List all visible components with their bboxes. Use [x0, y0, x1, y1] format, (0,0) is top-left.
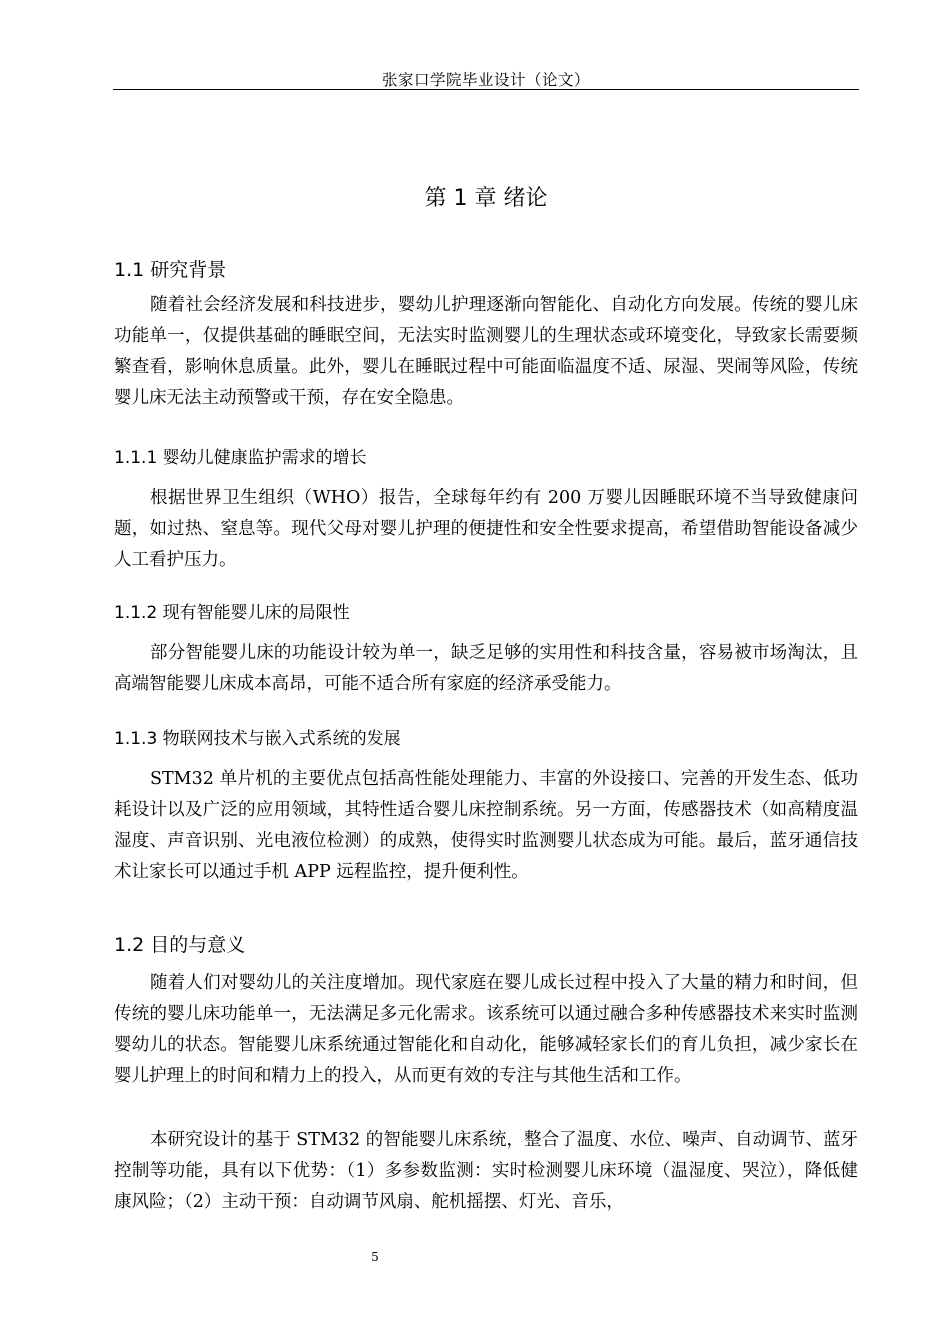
- paragraph-research-background: 随着社会经济发展和科技进步，婴幼儿护理逐渐向智能化、自动化方向发展。传统的婴儿床功能单一，仅提供基础的睡眠空间，无法实时监测婴儿的生理状态或环境变化，导致家长需要频繁查看，影响休息质量。此外，婴儿在睡眠过程中可能面临温度不适、尿湿、哭闹等风险，传统婴儿床无法主动预警或干预，存在安全隐患。: [114, 295, 858, 408]
- section-heading-1-2: 1.2 目的与意义: [114, 934, 246, 956]
- paragraph-purpose-2: 本研究设计的基于 STM32 的智能婴儿床系统，整合了温度、水位、噪声、自动调节、蓝牙控制等功能，具有以下优势：（1）多参数监测：实时检测婴儿床环境（温湿度、哭泣），降低健康风险；（2）主动干预：自动调节风扇、舵机摇摆、灯光、音乐，: [114, 1130, 858, 1212]
- page-number: 5: [371, 1250, 379, 1264]
- header-rule: [113, 89, 859, 90]
- chapter-title: 第 1 章 绪论: [424, 186, 548, 211]
- subsection-heading-1-1-2: 1.1.2 现有智能婴儿床的局限性: [114, 603, 350, 623]
- paragraph-health-monitoring: 根据世界卫生组织（WHO）报告，全球每年约有 200 万婴儿因睡眠环境不当导致健康问题，如过热、窒息等。现代父母对婴儿护理的便捷性和安全性要求提高，希望借助智能设备减少人工看护压力。: [114, 488, 858, 570]
- subsection-heading-1-1-1: 1.1.1 婴幼儿健康监护需求的增长: [114, 448, 367, 468]
- paragraph-iot-embedded: STM32 单片机的主要优点包括高性能处理能力、丰富的外设接口、完善的开发生态、低功耗设计以及广泛的应用领域，其特性适合婴儿床控制系统。另一方面，传感器技术（如高精度温湿度、声音识别、光电液位检测）的成熟，使得实时监测婴儿状态成为可能。最后，蓝牙通信技术让家长可以通过手机 APP 远程监控，提升便利性。: [114, 769, 858, 882]
- paragraph-purpose-1: 随着人们对婴幼儿的关注度增加。现代家庭在婴儿成长过程中投入了大量的精力和时间，但传统的婴儿床功能单一，无法满足多元化需求。该系统可以通过融合多种传感器技术来实时监测婴幼儿的状态。智能婴儿床系统通过智能化和自动化，能够减轻家长们的育儿负担，减少家长在婴儿护理上的时间和精力上的投入，从而更有效的专注与其他生活和工作。: [114, 973, 858, 1086]
- paragraph-limitations: 部分智能婴儿床的功能设计较为单一，缺乏足够的实用性和科技含量，容易被市场淘汰，且高端智能婴儿床成本高昂，可能不适合所有家庭的经济承受能力。: [114, 643, 858, 694]
- subsection-heading-1-1-3: 1.1.3 物联网技术与嵌入式系统的发展: [114, 729, 401, 749]
- running-header: 张家口学院毕业设计（论文）: [381, 71, 590, 89]
- section-heading-1-1: 1.1 研究背景: [114, 259, 227, 281]
